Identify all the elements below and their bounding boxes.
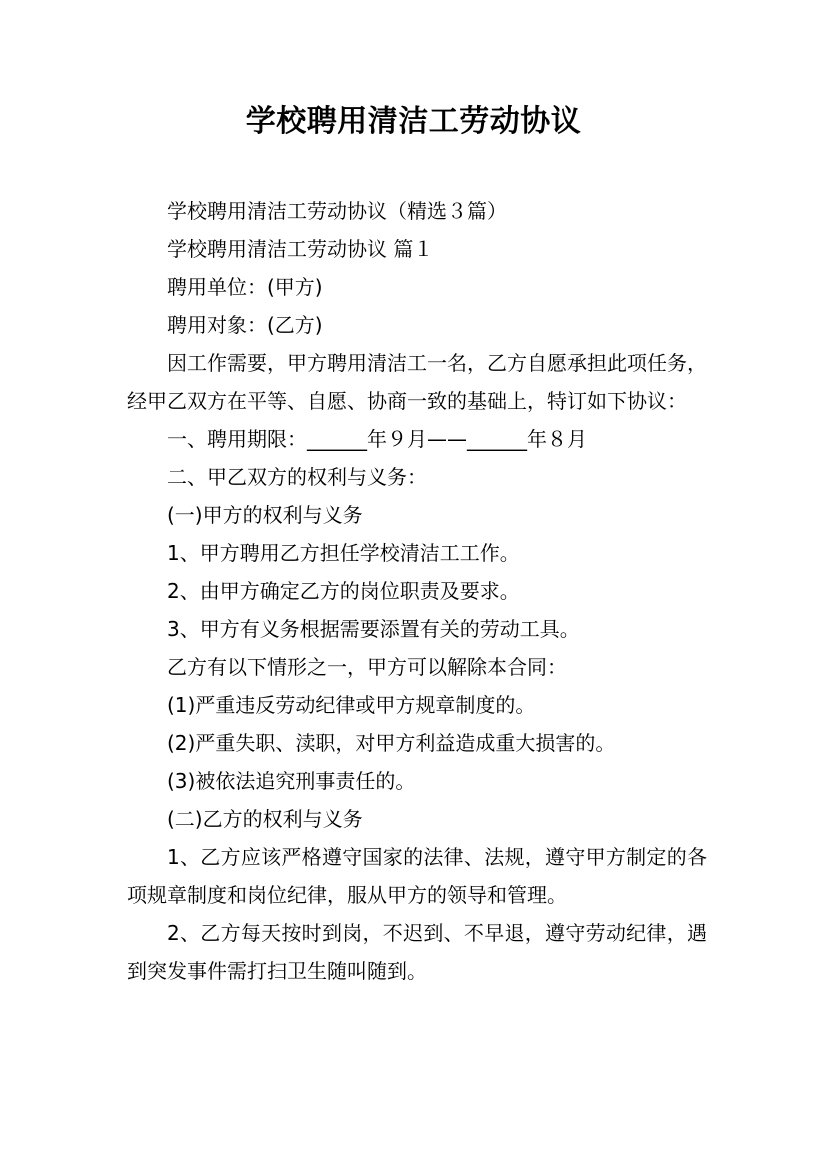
paragraph: 二、甲乙双方的权利与义务： [167, 465, 427, 489]
paragraph: 一、聘用期限：______年９月——______年８月 [167, 427, 587, 451]
paragraph: 2、由甲方确定乙方的岗位职责及要求。 [167, 579, 520, 603]
paragraph: 学校聘用清洁工劳动协议（精选３篇） [167, 199, 507, 223]
paragraph: 聘用对象：(乙方) [167, 313, 323, 337]
paragraph: (一)甲方的权利与义务 [167, 503, 363, 527]
paragraph: 1、甲方聘用乙方担任学校清洁工工作。 [167, 541, 520, 565]
paragraph: (3)被依法追究刑事责任的。 [167, 769, 416, 793]
paragraph: (二)乙方的权利与义务 [167, 807, 363, 831]
document-body [127, 192, 707, 990]
paragraph: (1)严重违反劳动纪律或甲方规章制度的。 [167, 693, 536, 717]
paragraph: 2、乙方每天按时到岗，不迟到、不早退，遵守劳动纪律，遇到突发事件需打扫卫生随叫随到。 [127, 921, 707, 983]
paragraph: 3、甲方有义务根据需要添置有关的劳动工具。 [167, 617, 580, 641]
paragraph: 乙方有以下情形之一，甲方可以解除本合同： [167, 655, 567, 679]
document-title: 学校聘用清洁工劳动协议 [245, 104, 582, 139]
paragraph: 因工作需要，甲方聘用清洁工一名，乙方自愿承担此项任务，经甲乙双方在平等、自愿、协商一致的基础上，特订如下协议： [127, 351, 707, 413]
paragraph: 聘用单位：(甲方) [167, 275, 323, 299]
paragraph: 学校聘用清洁工劳动协议 篇１ [167, 237, 434, 261]
paragraph: 1、乙方应该严格遵守国家的法律、法规，遵守甲方制定的各项规章制度和岗位纪律，服从甲方的领导和管理。 [127, 845, 707, 907]
paragraph: (2)严重失职、渎职，对甲方利益造成重大损害的。 [167, 731, 616, 755]
